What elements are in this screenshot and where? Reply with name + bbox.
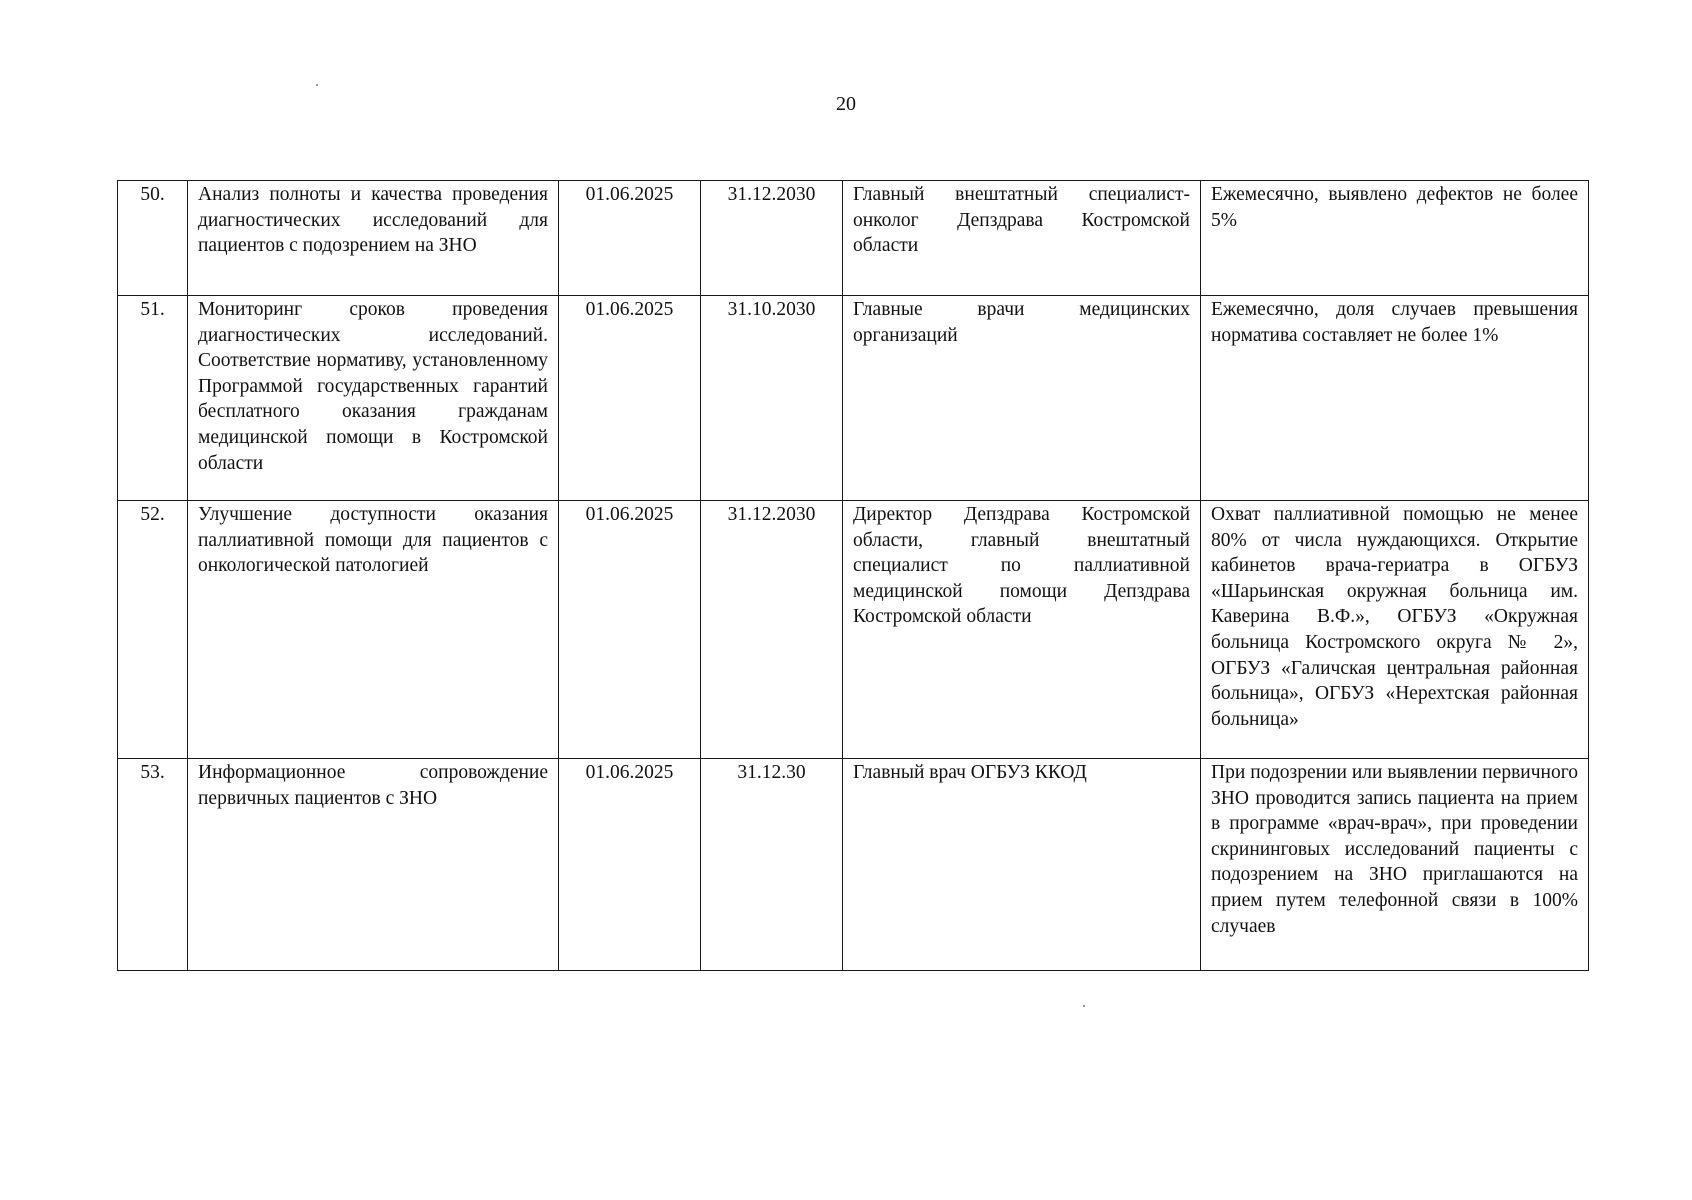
responsible-person: Главные врачи медицинских организаций	[843, 296, 1201, 501]
row-number: 51.	[118, 296, 188, 501]
end-date: 31.12.2030	[701, 181, 843, 296]
start-date: 01.06.2025	[559, 296, 701, 501]
event-name: Информационное сопровождение первичных пациентов с ЗНО	[188, 759, 559, 971]
expected-result: Ежемесячно, выявлено дефектов не более 5%	[1201, 181, 1589, 296]
responsible-person: Главный внештатный специалист-онколог Депздрава Костромской области	[843, 181, 1201, 296]
table-row	[118, 181, 1589, 296]
start-date: 01.06.2025	[559, 759, 701, 971]
event-name: Анализ полноты и качества проведения диагностических исследований для пациентов с подозрением на ЗНО	[188, 181, 559, 296]
table-row	[118, 501, 1589, 759]
responsible-person: Главный врач ОГБУЗ ККОД	[843, 759, 1201, 971]
expected-result: Охват паллиативной помощью не менее 80% от числа нуждающихся. Открытие кабинетов врача-гериатра в ОГБУЗ «Шарьинская окружная больница им. Каверина В.Ф.», ОГБУЗ «Окружная больница Костромского округа № 2», ОГБУЗ «Галичская центральная районная больница», ОГБУЗ «Нерехтская районная больница»	[1201, 501, 1589, 759]
end-date: 31.12.2030	[701, 501, 843, 759]
start-date: 01.06.2025	[559, 181, 701, 296]
start-date: 01.06.2025	[559, 501, 701, 759]
responsible-person: Директор Депздрава Костромской области, главный внештатный специалист по паллиативной медицинской помощи Депздрава Костромской области	[843, 501, 1201, 759]
event-name: Мониторинг сроков проведения диагностических исследований. Соответствие нормативу, установленному Программой государственных гарантий бесплатного оказания гражданам медицинской помощи в Костромской области	[188, 296, 559, 501]
table-row	[118, 759, 1589, 971]
expected-result: При подозрении или выявлении первичного ЗНО проводится запись пациента на прием в программе «врач-врач», при проведении скрининговых исследований пациенты с подозрением на ЗНО приглашаются на прием путем телефонной связи в 100% случаев	[1201, 759, 1589, 971]
row-number: 50.	[118, 181, 188, 296]
measures-table	[117, 180, 1589, 971]
table-row	[118, 296, 1589, 501]
page-number: 20	[836, 93, 856, 115]
row-number: 52.	[118, 501, 188, 759]
end-date: 31.10.2030	[701, 296, 843, 501]
row-number: 53.	[118, 759, 188, 971]
end-date: 31.12.30	[701, 759, 843, 971]
scan-speck	[316, 84, 318, 86]
scan-speck	[1083, 1005, 1085, 1007]
expected-result: Ежемесячно, доля случаев превышения норматива составляет не более 1%	[1201, 296, 1589, 501]
event-name: Улучшение доступности оказания паллиативной помощи для пациентов с онкологической патологией	[188, 501, 559, 759]
